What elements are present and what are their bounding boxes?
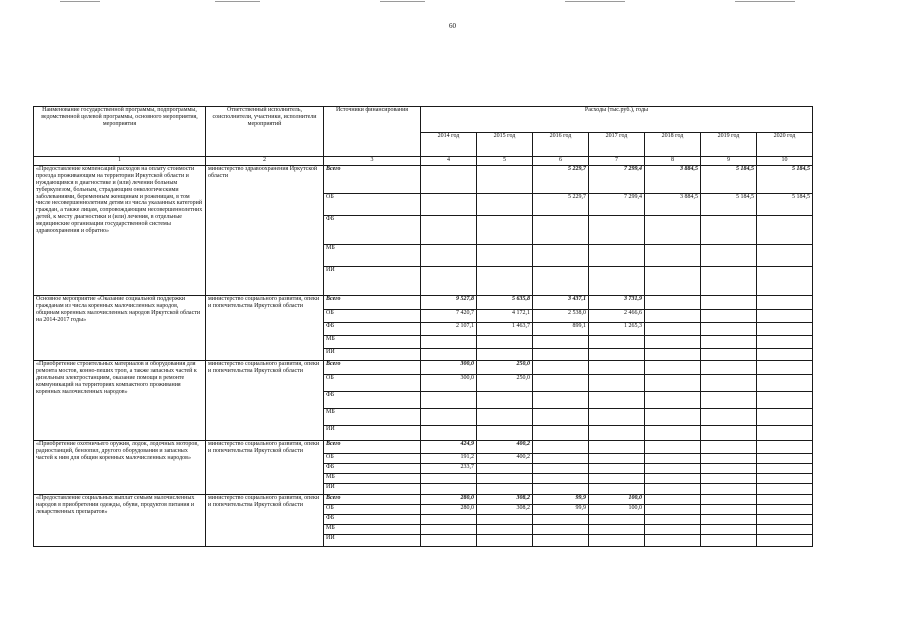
- expense-value: [757, 495, 813, 505]
- table-row: [34, 495, 813, 505]
- expense-value: [533, 535, 589, 547]
- expense-value: 2 538,0: [533, 310, 589, 323]
- expense-value: [757, 392, 813, 409]
- expense-value: [589, 535, 645, 547]
- executor-name: министерство социального развития, опеки и попечительства Иркутской области: [206, 495, 324, 547]
- expense-value: [757, 245, 813, 267]
- financing-source: Всего: [324, 166, 421, 194]
- expense-value: [645, 361, 701, 375]
- expense-value: [757, 409, 813, 426]
- expense-value: [701, 474, 757, 484]
- expense-value: [589, 525, 645, 535]
- expense-value: 5 229,7: [533, 166, 589, 194]
- expense-value: 7 299,4: [589, 166, 645, 194]
- expense-value: [533, 464, 589, 474]
- expense-value: [533, 474, 589, 484]
- expense-value: [701, 349, 757, 361]
- expense-value: [533, 525, 589, 535]
- header-year: 2016 год: [533, 133, 589, 157]
- expense-value: [477, 515, 533, 525]
- column-number: 9: [701, 157, 757, 166]
- expense-value: 400,2: [477, 454, 533, 464]
- expense-value: [589, 474, 645, 484]
- expense-value: [757, 267, 813, 296]
- expense-value: 100,0: [589, 505, 645, 515]
- financing-source: МБ: [324, 525, 421, 535]
- financing-source: ОБ: [324, 310, 421, 323]
- expense-value: [533, 426, 589, 441]
- financing-source: ОБ: [324, 375, 421, 392]
- expense-value: [477, 392, 533, 409]
- financing-source: МБ: [324, 336, 421, 349]
- expense-value: [701, 310, 757, 323]
- executor-name: министерство социального развития, опеки и попечительства Иркутской области: [206, 361, 324, 441]
- expense-value: [757, 296, 813, 310]
- expense-value: [645, 349, 701, 361]
- expense-value: [757, 349, 813, 361]
- expense-value: [645, 484, 701, 495]
- financing-source: Всего: [324, 361, 421, 375]
- expense-value: [589, 454, 645, 464]
- header-year: 2018 год: [645, 133, 701, 157]
- financing-source: ИИ: [324, 426, 421, 441]
- expense-value: [533, 267, 589, 296]
- expense-value: 9 527,8: [421, 296, 477, 310]
- expense-value: [701, 495, 757, 505]
- expense-value: [477, 267, 533, 296]
- expense-value: [645, 296, 701, 310]
- expense-value: [589, 484, 645, 495]
- expense-value: [477, 216, 533, 245]
- expense-value: [421, 194, 477, 216]
- program-event-name: Основное мероприятие «Оказание социальной поддержки гражданам из числа коренных малочисленных народов, общинам коренных малочисленных народов Иркутской области на 2014-2017 годы»: [34, 296, 206, 361]
- table-row: [34, 166, 813, 194]
- expense-value: [757, 336, 813, 349]
- financing-source: ОБ: [324, 194, 421, 216]
- expense-value: 100,0: [589, 495, 645, 505]
- expense-value: [421, 409, 477, 426]
- executor-name: министерство здравоохранения Иркутской области: [206, 166, 324, 296]
- program-event-name: «Предоставление компенсаций расходов на оплату стоимости проезда проживающим на территории Иркутской области и нуждающимся в диагностике и (или) лечении больным туберкулезом, больным, страдающим онкологическими заболеваниями, беременным женщинам и роженицам, в том числе несовершеннолетним детям из числа указанных категорий граждан, а также лицам, сопровождающим несовершеннолетних детей, к месту диагностики и (или) лечения, в отдельные медицинские организации государственной системы здравоохранения и обратно»: [34, 166, 206, 296]
- expense-value: [477, 464, 533, 474]
- expense-value: 191,2: [421, 454, 477, 464]
- expense-value: 308,2: [477, 505, 533, 515]
- expense-value: [533, 375, 589, 392]
- financing-source: ФБ: [324, 464, 421, 474]
- expense-value: [477, 166, 533, 194]
- financing-source: Всего: [324, 495, 421, 505]
- expense-value: [701, 245, 757, 267]
- page-number: 60: [449, 22, 456, 30]
- financing-source: ИИ: [324, 267, 421, 296]
- expense-value: 7 420,7: [421, 310, 477, 323]
- expense-value: [757, 474, 813, 484]
- header-year: 2015 год: [477, 133, 533, 157]
- expense-value: 5 184,5: [701, 166, 757, 194]
- expense-value: [701, 426, 757, 441]
- expense-value: [645, 441, 701, 454]
- program-event-name: «Предоставление социальных выплат семьям малочисленных народов в приобретении одежды, обуви, продуктов питания и лекарственных препаратов»: [34, 495, 206, 547]
- expense-value: 424,9: [421, 441, 477, 454]
- expense-value: 899,1: [533, 323, 589, 336]
- expense-value: [701, 441, 757, 454]
- expense-value: [477, 336, 533, 349]
- column-number: 6: [533, 157, 589, 166]
- expense-value: [421, 474, 477, 484]
- expense-value: 4 172,1: [477, 310, 533, 323]
- expense-value: 1 463,7: [477, 323, 533, 336]
- expense-value: [645, 515, 701, 525]
- header-program-name: Наименование государственной программы, подпрограммы, ведомственной целевой программы, основного мероприятия, мероприятия: [34, 107, 206, 157]
- expense-value: 5 635,8: [477, 296, 533, 310]
- expense-value: 3 884,5: [645, 166, 701, 194]
- expense-value: [757, 361, 813, 375]
- expense-value: [645, 505, 701, 515]
- financing-source: ФБ: [324, 515, 421, 525]
- expense-value: [757, 310, 813, 323]
- expense-value: [421, 392, 477, 409]
- expense-value: 300,0: [421, 375, 477, 392]
- expense-value: [757, 441, 813, 454]
- scan-top-marks: [0, 0, 905, 3]
- expense-value: [701, 216, 757, 245]
- expense-value: [645, 216, 701, 245]
- expense-value: 5 184,5: [757, 194, 813, 216]
- expense-value: [757, 426, 813, 441]
- expense-value: [757, 484, 813, 495]
- financing-source: Всего: [324, 441, 421, 454]
- expense-value: [589, 336, 645, 349]
- expense-value: 5 184,5: [757, 166, 813, 194]
- expense-value: 99,9: [533, 505, 589, 515]
- financing-source: ФБ: [324, 216, 421, 245]
- financing-source: ИИ: [324, 349, 421, 361]
- expense-value: [701, 464, 757, 474]
- expense-value: [589, 375, 645, 392]
- financing-source: МБ: [324, 474, 421, 484]
- header-year: 2019 год: [701, 133, 757, 157]
- expense-value: 2 107,1: [421, 323, 477, 336]
- expense-value: [645, 245, 701, 267]
- expense-value: [421, 267, 477, 296]
- expense-value: 3 731,9: [589, 296, 645, 310]
- financing-source: Всего: [324, 296, 421, 310]
- column-number: 4: [421, 157, 477, 166]
- header-financing-source: Источники финансирования: [324, 107, 421, 157]
- expense-value: [589, 216, 645, 245]
- expense-value: 280,0: [421, 505, 477, 515]
- expense-value: 400,2: [477, 441, 533, 454]
- expense-value: [645, 525, 701, 535]
- expense-value: [421, 484, 477, 495]
- expense-value: [533, 349, 589, 361]
- expense-value: [477, 525, 533, 535]
- expense-value: [421, 166, 477, 194]
- expense-value: [589, 245, 645, 267]
- expense-value: [701, 361, 757, 375]
- column-number: 1: [34, 157, 206, 166]
- expense-value: [701, 505, 757, 515]
- header-executor: Ответственный исполнитель, соисполнители, участники, исполнители мероприятий: [206, 107, 324, 157]
- financing-source: ОБ: [324, 505, 421, 515]
- column-number: 2: [206, 157, 324, 166]
- expense-value: [533, 361, 589, 375]
- expense-value: [421, 525, 477, 535]
- column-number: 10: [757, 157, 813, 166]
- expense-value: [533, 216, 589, 245]
- table-row: [34, 296, 813, 310]
- expense-value: 5 184,5: [701, 194, 757, 216]
- expense-value: [477, 484, 533, 495]
- expense-value: [533, 409, 589, 426]
- expense-value: [533, 441, 589, 454]
- header-year: 2014 год: [421, 133, 477, 157]
- expense-value: [645, 474, 701, 484]
- expense-value: [421, 245, 477, 267]
- expense-value: [589, 426, 645, 441]
- expense-value: [701, 336, 757, 349]
- expense-value: [477, 409, 533, 426]
- header-year: 2017 год: [589, 133, 645, 157]
- financing-source: ФБ: [324, 392, 421, 409]
- header-year: 2020 год: [757, 133, 813, 157]
- column-number: 5: [477, 157, 533, 166]
- expense-value: [645, 409, 701, 426]
- expense-value: [645, 426, 701, 441]
- expense-value: 7 299,4: [589, 194, 645, 216]
- expense-value: [701, 375, 757, 392]
- expense-value: 3 437,1: [533, 296, 589, 310]
- expense-value: 300,0: [421, 361, 477, 375]
- expense-value: [477, 245, 533, 267]
- expense-value: [757, 375, 813, 392]
- expense-value: 250,0: [477, 361, 533, 375]
- expense-value: 3 884,5: [645, 194, 701, 216]
- program-event-name: «Приобретение охотничьего оружия, лодок, лодочных моторов, радиостанций, бензопил, другого оборудования и запасных частей к ним для общин коренных малочисленных народов»: [34, 441, 206, 495]
- expense-value: [645, 392, 701, 409]
- expense-value: [589, 464, 645, 474]
- column-number: 3: [324, 157, 421, 166]
- expense-value: [421, 349, 477, 361]
- expense-value: [421, 515, 477, 525]
- expense-value: [533, 392, 589, 409]
- expense-value: [645, 535, 701, 547]
- table-row: [34, 361, 813, 375]
- column-number: 8: [645, 157, 701, 166]
- program-event-name: «Приобретение строительных материалов и оборудования для ремонта мостов, конно-пеших троп, а также запасных частей к дизельным электростанциям, оказание помощи в ремонте коммуникаций на территориях компактного проживания коренных малочисленных народов»: [34, 361, 206, 441]
- executor-name: министерство социального развития, опеки и попечительства Иркутской области: [206, 441, 324, 495]
- expense-value: 280,0: [421, 495, 477, 505]
- expense-value: [589, 515, 645, 525]
- expense-value: 233,7: [421, 464, 477, 474]
- expense-value: 308,2: [477, 495, 533, 505]
- expense-value: [533, 484, 589, 495]
- executor-name: министерство социального развития, опеки и попечительства Иркутской области: [206, 296, 324, 361]
- expense-value: [589, 361, 645, 375]
- expense-value: [477, 426, 533, 441]
- expense-value: [421, 216, 477, 245]
- expense-value: [589, 441, 645, 454]
- expense-value: [757, 535, 813, 547]
- header-expenses: Расходы (тыс.руб.), годы: [421, 107, 813, 133]
- expense-value: [701, 535, 757, 547]
- financing-source: МБ: [324, 245, 421, 267]
- expense-value: [701, 296, 757, 310]
- expense-value: [757, 454, 813, 464]
- expense-value: 5 229,7: [533, 194, 589, 216]
- expense-value: 250,0: [477, 375, 533, 392]
- expense-value: [533, 245, 589, 267]
- expense-value: [757, 323, 813, 336]
- expense-value: [757, 216, 813, 245]
- expenses-table: [33, 106, 813, 547]
- expense-value: [757, 515, 813, 525]
- expense-value: [701, 454, 757, 464]
- expense-value: [421, 535, 477, 547]
- financing-source: ИИ: [324, 535, 421, 547]
- table-row: [34, 441, 813, 454]
- expense-value: [645, 310, 701, 323]
- expense-value: [645, 495, 701, 505]
- expense-value: [645, 464, 701, 474]
- expense-value: [701, 484, 757, 495]
- expense-value: [533, 454, 589, 464]
- expense-value: [477, 349, 533, 361]
- column-number: 7: [589, 157, 645, 166]
- expense-value: 2 466,6: [589, 310, 645, 323]
- expense-value: [421, 336, 477, 349]
- financing-source: ИИ: [324, 484, 421, 495]
- expense-value: [645, 336, 701, 349]
- expense-value: [589, 409, 645, 426]
- expense-value: [589, 392, 645, 409]
- expense-value: [477, 194, 533, 216]
- expense-value: 99,9: [533, 495, 589, 505]
- expense-value: [701, 267, 757, 296]
- financing-source: МБ: [324, 409, 421, 426]
- expense-value: [701, 392, 757, 409]
- expense-value: [589, 349, 645, 361]
- expense-value: [533, 336, 589, 349]
- expense-value: [757, 525, 813, 535]
- expense-value: [645, 267, 701, 296]
- expense-value: 1 265,3: [589, 323, 645, 336]
- expense-value: [645, 454, 701, 464]
- expense-value: [701, 409, 757, 426]
- expense-value: [757, 505, 813, 515]
- expense-value: [701, 525, 757, 535]
- expense-value: [589, 267, 645, 296]
- financing-source: ФБ: [324, 323, 421, 336]
- expense-value: [757, 464, 813, 474]
- expense-value: [421, 426, 477, 441]
- expense-value: [477, 474, 533, 484]
- expense-value: [477, 535, 533, 547]
- expense-value: [533, 515, 589, 525]
- expense-value: [701, 323, 757, 336]
- expense-value: [645, 323, 701, 336]
- expense-value: [645, 375, 701, 392]
- expense-value: [701, 515, 757, 525]
- financing-source: ОБ: [324, 454, 421, 464]
